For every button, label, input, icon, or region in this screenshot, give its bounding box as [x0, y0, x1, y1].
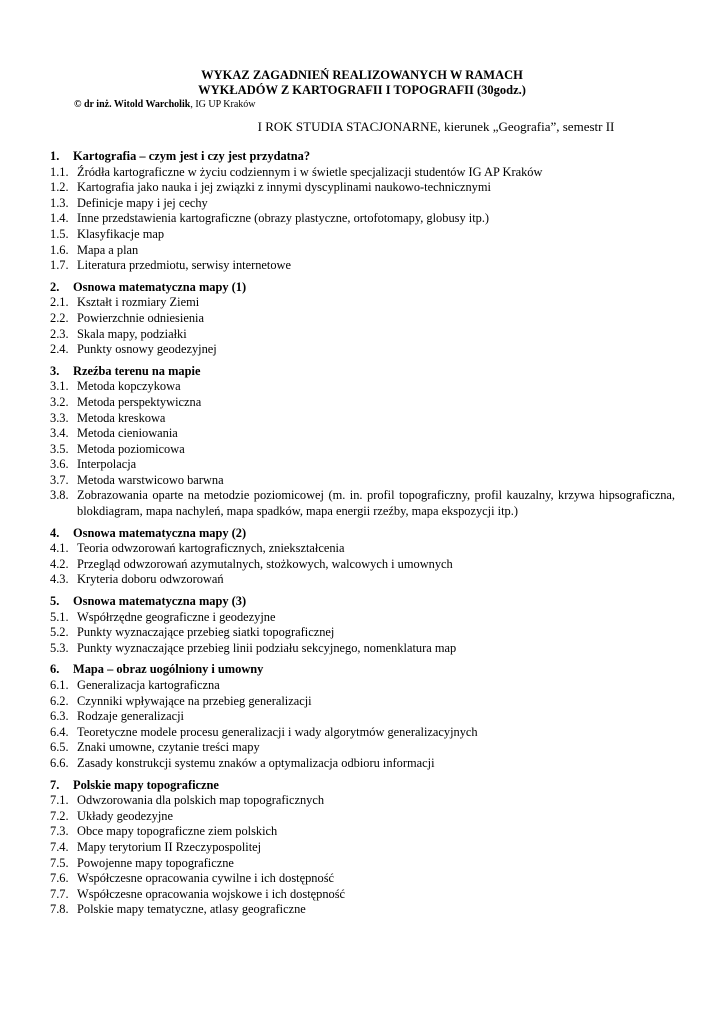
item-text: Rodzaje generalizacji [77, 709, 184, 724]
list-item [50, 541, 675, 557]
item-text: Kształt i rozmiary Ziemi [77, 295, 200, 310]
item-number: 6.6. [50, 755, 69, 770]
section-7 [50, 778, 675, 918]
list-item [50, 557, 675, 573]
list-item [50, 756, 675, 772]
item-text: Obce mapy topograficzne ziem polskich [77, 824, 278, 839]
item-text: Odwzorowania dla polskich map topograficznych [77, 793, 325, 808]
item-text: Klasyfikacje map [77, 226, 165, 241]
list-item [50, 740, 675, 756]
section-6 [50, 662, 675, 771]
list-item [50, 243, 675, 259]
item-number: 1.1. [50, 164, 69, 179]
section-number: 1. [50, 149, 60, 163]
item-text: Znaki umowne, czytanie treści mapy [77, 740, 260, 755]
item-number: 7.4. [50, 839, 69, 854]
item-number: 7.1. [50, 793, 69, 808]
list-item [50, 426, 675, 442]
item-number: 2.2. [50, 310, 69, 325]
item-text: Definicje mapy i jej cechy [77, 195, 208, 210]
section-title: Osnowa matematyczna mapy (1) [73, 279, 247, 294]
section-4 [50, 526, 675, 588]
item-text: Polskie mapy tematyczne, atlasy geograficzne [77, 902, 306, 917]
item-number: 1.6. [50, 242, 69, 257]
section-heading [50, 526, 675, 542]
list-item [50, 395, 675, 411]
item-number: 1.7. [50, 258, 69, 273]
section-number: 4. [50, 525, 60, 540]
section-title: Kartografia – czym jest i czy jest przydatna? [73, 149, 311, 163]
list-item [50, 694, 675, 710]
list-item [50, 678, 675, 694]
list-item [50, 488, 675, 519]
item-number: 7.8. [50, 902, 69, 917]
item-number: 4.3. [50, 572, 69, 587]
section-2 [50, 280, 675, 358]
item-text: Metoda warstwicowo barwna [77, 472, 224, 487]
item-text: Kartografia jako nauka i jej związki z innymi dyscyplinami naukowo-technicznymi [77, 180, 491, 195]
item-number: 2.4. [50, 342, 69, 357]
item-text: Powojenne mapy topograficzne [77, 855, 234, 870]
list-item [50, 824, 675, 840]
item-text: Układy geodezyjne [77, 808, 173, 823]
item-text: Teoria odwzorowań kartograficznych, zniekształcenia [77, 541, 345, 556]
item-number: 7.5. [50, 855, 69, 870]
list-item [50, 625, 675, 641]
section-number: 7. [50, 777, 60, 792]
item-text: Punkty osnowy geodezyjnej [77, 342, 217, 357]
item-text: Współczesne opracowania cywilne i ich dostępność [77, 871, 335, 886]
item-text: Inne przedstawienia kartograficzne (obrazy plastyczne, ortofotomapy, globusy itp.) [77, 211, 490, 226]
item-number: 2.3. [50, 326, 69, 341]
item-number: 3.5. [50, 441, 69, 456]
item-text: Czynniki wpływające na przebieg generalizacji [77, 693, 312, 708]
item-number: 1.4. [50, 211, 69, 226]
list-item [50, 165, 675, 181]
item-text: Punkty wyznaczające przebieg siatki topograficznej [77, 625, 335, 640]
item-text: Punkty wyznaczające przebieg linii podziału sekcyjnego, nomenklatura map [77, 640, 457, 655]
list-item [50, 473, 675, 489]
list-item [50, 725, 675, 741]
section-1 [50, 149, 675, 274]
list-item [50, 227, 675, 243]
list-item [50, 856, 675, 872]
list-item [50, 457, 675, 473]
item-number: 7.7. [50, 886, 69, 901]
item-number: 3.2. [50, 394, 69, 409]
section-heading [50, 149, 675, 165]
section-heading [50, 594, 675, 610]
item-text: Skala mapy, podziałki [77, 326, 187, 341]
list-item [50, 887, 675, 903]
section-number: 6. [50, 662, 60, 677]
topics-list [50, 149, 675, 924]
section-3 [50, 364, 675, 520]
list-item [50, 342, 675, 358]
list-item [50, 902, 675, 918]
item-number: 1.5. [50, 226, 69, 241]
list-item [50, 327, 675, 343]
document-title-line-2: WYKŁADÓW Z KARTOGRAFII I TOPOGRAFII (30godz.) [198, 83, 526, 97]
item-text: Metoda cieniowania [77, 426, 178, 441]
item-number: 6.4. [50, 724, 69, 739]
item-text: Zasady konstrukcji systemu znaków a optymalizacja odbioru informacji [77, 755, 435, 770]
item-number: 5.3. [50, 640, 69, 655]
item-text: Metoda kreskowa [77, 410, 166, 425]
list-item [50, 641, 675, 657]
section-heading [50, 364, 675, 380]
item-number: 3.3. [50, 410, 69, 425]
section-heading [50, 280, 675, 296]
item-number: 3.4. [50, 426, 69, 441]
list-item [50, 379, 675, 395]
item-number: 6.3. [50, 709, 69, 724]
section-number: 5. [50, 594, 60, 609]
list-item [50, 809, 675, 825]
list-item [50, 180, 675, 196]
list-item [50, 840, 675, 856]
item-text: Literatura przedmiotu, serwisy internetowe [77, 258, 292, 273]
list-item [50, 572, 675, 588]
section-5 [50, 594, 675, 656]
item-number: 2.1. [50, 295, 69, 310]
section-heading [50, 778, 675, 794]
list-item [50, 211, 675, 227]
item-number: 1.3. [50, 195, 69, 210]
item-text: Powierzchnie odniesienia [77, 310, 204, 325]
document-subtitle: I ROK STUDIA STACJONARNE, kierunek „Geografia”, semestr II [257, 119, 615, 134]
item-number: 3.1. [50, 379, 69, 394]
item-text: Metoda poziomicowa [77, 441, 185, 456]
item-text: Metoda perspektywiczna [77, 394, 202, 409]
list-item [50, 411, 675, 427]
list-item [50, 311, 675, 327]
list-item [50, 196, 675, 212]
item-text: Przegląd odwzorowań azymutalnych, stożkowych, walcowych i umownych [77, 556, 453, 571]
list-item [50, 793, 675, 809]
item-number: 3.7. [50, 472, 69, 487]
section-heading [50, 662, 675, 678]
item-number: 4.1. [50, 541, 69, 556]
item-text: Interpolacja [77, 457, 137, 472]
item-text: Kryteria doboru odwzorowań [77, 572, 224, 587]
item-number: 3.8. [50, 488, 69, 503]
section-title: Mapa – obraz uogólniony i umowny [73, 662, 264, 677]
item-text: Teoretyczne modele procesu generalizacji i wady algorytmów generalizacyjnych [77, 724, 478, 739]
item-number: 4.2. [50, 556, 69, 571]
item-text: Metoda kopczykowa [77, 379, 181, 394]
item-number: 6.2. [50, 693, 69, 708]
item-number: 5.2. [50, 625, 69, 640]
item-text: Zobrazowania oparte na metodzie poziomicowej (m. in. profil topograficzny, profil kauzalny, krzywa hipsograficzna, blokdiagram, mapa nachyleń, mapa spadków, mapa energii rzeźby, mapa ekspozycji itp.) [77, 488, 675, 519]
author-line [74, 98, 256, 111]
author-affiliation: , IG UP Kraków [190, 99, 256, 110]
list-item [50, 871, 675, 887]
list-item [50, 610, 675, 626]
section-title: Rzeźba terenu na mapie [73, 363, 201, 378]
list-item [50, 295, 675, 311]
list-item [50, 442, 675, 458]
section-title: Osnowa matematyczna mapy (2) [73, 525, 247, 540]
item-number: 7.2. [50, 808, 69, 823]
section-title: Osnowa matematyczna mapy (3) [73, 594, 247, 609]
section-number: 2. [50, 279, 60, 294]
item-text: Współrzędne geograficzne i geodezyjne [77, 609, 276, 624]
section-number: 3. [50, 363, 60, 378]
section-title: Polskie mapy topograficzne [73, 777, 219, 792]
item-number: 7.3. [50, 824, 69, 839]
item-number: 5.1. [50, 609, 69, 624]
item-text: Współczesne opracowania wojskowe i ich dostępność [77, 886, 346, 901]
author-name: © dr inż. Witold Warcholik [74, 99, 191, 110]
item-text: Generalizacja kartograficzna [77, 678, 220, 692]
list-item [50, 258, 675, 274]
item-text: Mapy terytorium II Rzeczypospolitej [77, 839, 262, 854]
item-number: 3.6. [50, 457, 69, 472]
item-number: 1.2. [50, 180, 69, 195]
item-number: 6.5. [50, 740, 69, 755]
item-text: Źródła kartograficzne w życiu codziennym i w świetle specjalizacji studentów IG AP Kraków [77, 164, 543, 179]
item-number: 6.1. [50, 678, 69, 692]
item-text: Mapa a plan [77, 242, 139, 257]
item-number: 7.6. [50, 871, 69, 886]
document-title-line-1: WYKAZ ZAGADNIEŃ REALIZOWANYCH W RAMACH [201, 68, 523, 82]
list-item [50, 709, 675, 725]
